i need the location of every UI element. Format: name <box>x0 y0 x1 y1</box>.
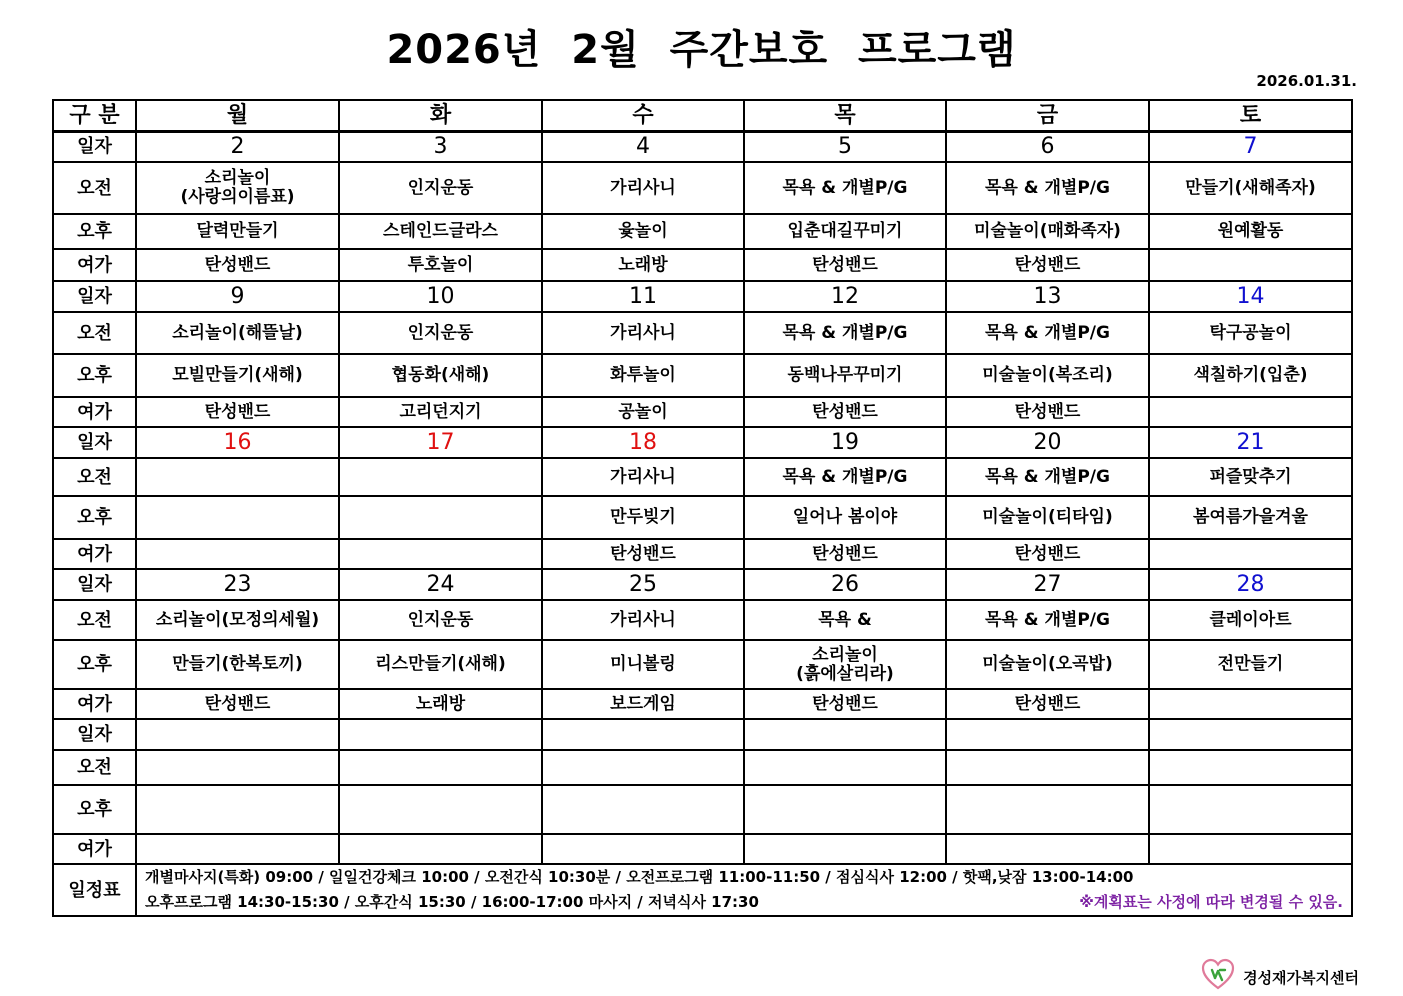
leisure-program-cell: 보드게임 <box>542 689 744 719</box>
leisure-program-cell: 탄성밴드 <box>542 539 744 569</box>
leisure-program-cell: 탄성밴드 <box>136 397 339 427</box>
pm-program-cell: 원예활동 <box>1149 214 1352 249</box>
change-warning: ※계획표는 사정에 따라 변경될 수 있음. <box>1079 893 1343 911</box>
pm-program-cell: 모빌만들기(새해) <box>136 354 339 397</box>
date-cell: 6 <box>946 131 1149 162</box>
am-program-cell: 소리놀이 (사랑의이름표) <box>136 162 339 214</box>
am-program-cell <box>339 750 542 785</box>
pm-program-cell: 리스만들기(새해) <box>339 640 542 689</box>
am-program-cell <box>542 750 744 785</box>
pm-program-cell: 윷놀이 <box>542 214 744 249</box>
row-label-pm: 오후 <box>53 640 136 689</box>
week-5-leisure-row <box>53 834 1352 864</box>
leisure-program-cell: 탄성밴드 <box>744 397 946 427</box>
header-gubun: 구 분 <box>53 100 136 131</box>
publish-date: 2026.01.31. <box>1256 72 1357 90</box>
schedule-table <box>52 99 1353 917</box>
week-1-pm-row <box>53 214 1352 249</box>
leisure-program-cell <box>339 539 542 569</box>
date-cell: 25 <box>542 569 744 600</box>
leisure-program-cell: 공놀이 <box>542 397 744 427</box>
pm-program-cell <box>542 785 744 834</box>
leisure-program-cell: 탄성밴드 <box>744 539 946 569</box>
date-cell: 28 <box>1149 569 1352 600</box>
heart-logo-icon <box>1201 958 1235 996</box>
leisure-program-cell <box>1149 397 1352 427</box>
date-cell <box>542 719 744 750</box>
pm-program-cell: 미술놀이(티타임) <box>946 496 1149 539</box>
am-program-cell: 인지운동 <box>339 600 542 640</box>
page-title: 2026년 2월 주간보호 프로그램 <box>386 27 1017 73</box>
date-cell: 2 <box>136 131 339 162</box>
leisure-program-cell: 탄성밴드 <box>136 249 339 281</box>
leisure-program-cell <box>1149 834 1352 864</box>
am-program-cell: 목욕 & 개별P/G <box>744 312 946 354</box>
pm-program-cell: 일어나 봄이야 <box>744 496 946 539</box>
week-3-date-row <box>53 427 1352 458</box>
date-cell: 14 <box>1149 281 1352 312</box>
date-cell: 27 <box>946 569 1149 600</box>
am-program-cell <box>1149 750 1352 785</box>
week-1-leisure-row <box>53 249 1352 281</box>
am-program-cell: 인지운동 <box>339 312 542 354</box>
leisure-program-cell <box>1149 689 1352 719</box>
week-3-leisure-row <box>53 539 1352 569</box>
pm-program-cell <box>136 496 339 539</box>
leisure-program-cell <box>136 539 339 569</box>
date-cell: 16 <box>136 427 339 458</box>
week-5-date-row <box>53 719 1352 750</box>
pm-program-cell: 봄여름가을겨울 <box>1149 496 1352 539</box>
schedule-note <box>136 864 1352 916</box>
date-cell <box>136 719 339 750</box>
header-day: 토 <box>1149 100 1352 131</box>
date-cell: 11 <box>542 281 744 312</box>
date-cell: 13 <box>946 281 1149 312</box>
week-2-am-row <box>53 312 1352 354</box>
schedule-line-2: 오후프로그램 14:30-15:30 / 오후간식 15:30 / 16:00-17:00 마사지 / 저녁식사 17:30 <box>145 893 759 911</box>
pm-program-cell: 전만들기 <box>1149 640 1352 689</box>
row-label-date: 일자 <box>53 131 136 162</box>
pm-program-cell: 미술놀이(오곡밥) <box>946 640 1149 689</box>
date-cell: 12 <box>744 281 946 312</box>
leisure-program-cell <box>542 834 744 864</box>
week-2-pm-row <box>53 354 1352 397</box>
am-program-cell: 가리사니 <box>542 162 744 214</box>
am-program-cell: 목욕 & 개별P/G <box>946 162 1149 214</box>
pm-program-cell: 협동화(새해) <box>339 354 542 397</box>
header-day: 목 <box>744 100 946 131</box>
week-2-leisure-row <box>53 397 1352 427</box>
schedule-note-row <box>53 864 1352 916</box>
date-cell: 20 <box>946 427 1149 458</box>
leisure-program-cell <box>339 834 542 864</box>
leisure-program-cell: 고리던지기 <box>339 397 542 427</box>
date-cell: 24 <box>339 569 542 600</box>
date-cell: 7 <box>1149 131 1352 162</box>
pm-program-cell: 달력만들기 <box>136 214 339 249</box>
row-label-pm: 오후 <box>53 214 136 249</box>
week-4-pm-row <box>53 640 1352 689</box>
row-label-am: 오전 <box>53 600 136 640</box>
am-program-cell: 만들기(새해족자) <box>1149 162 1352 214</box>
leisure-program-cell: 노래방 <box>339 689 542 719</box>
am-program-cell: 목욕 & 개별P/G <box>946 600 1149 640</box>
row-label-leisure: 여가 <box>53 834 136 864</box>
row-label-leisure: 여가 <box>53 397 136 427</box>
leisure-program-cell: 투호놀이 <box>339 249 542 281</box>
row-label-leisure: 여가 <box>53 689 136 719</box>
date-cell: 3 <box>339 131 542 162</box>
leisure-program-cell: 탄성밴드 <box>744 689 946 719</box>
am-program-cell <box>136 750 339 785</box>
header-day: 월 <box>136 100 339 131</box>
am-program-cell: 가리사니 <box>542 600 744 640</box>
leisure-program-cell: 탄성밴드 <box>946 539 1149 569</box>
date-cell: 17 <box>339 427 542 458</box>
date-cell: 19 <box>744 427 946 458</box>
am-program-cell: 가리사니 <box>542 458 744 496</box>
pm-program-cell <box>744 785 946 834</box>
date-cell: 4 <box>542 131 744 162</box>
row-label-date: 일자 <box>53 719 136 750</box>
pm-program-cell: 미술놀이(매화족자) <box>946 214 1149 249</box>
pm-program-cell <box>339 785 542 834</box>
leisure-program-cell: 탄성밴드 <box>744 249 946 281</box>
pm-program-cell: 만두빚기 <box>542 496 744 539</box>
pm-program-cell: 만들기(한복토끼) <box>136 640 339 689</box>
am-program-cell <box>744 750 946 785</box>
week-3-am-row <box>53 458 1352 496</box>
am-program-cell: 클레이아트 <box>1149 600 1352 640</box>
date-cell <box>946 719 1149 750</box>
leisure-program-cell: 탄성밴드 <box>136 689 339 719</box>
am-program-cell: 가리사니 <box>542 312 744 354</box>
header-day: 수 <box>542 100 744 131</box>
week-2-date-row <box>53 281 1352 312</box>
leisure-program-cell <box>946 834 1149 864</box>
week-4-am-row <box>53 600 1352 640</box>
am-program-cell <box>339 458 542 496</box>
pm-program-cell: 입춘대길꾸미기 <box>744 214 946 249</box>
header-day: 화 <box>339 100 542 131</box>
leisure-program-cell <box>1149 539 1352 569</box>
header-row <box>53 100 1352 131</box>
pm-program-cell: 스테인드글라스 <box>339 214 542 249</box>
pm-program-cell: 화투놀이 <box>542 354 744 397</box>
am-program-cell: 목욕 & 개별P/G <box>744 458 946 496</box>
leisure-program-cell: 탄성밴드 <box>946 397 1149 427</box>
date-cell: 10 <box>339 281 542 312</box>
am-program-cell: 소리놀이(해뜰날) <box>136 312 339 354</box>
row-label-date: 일자 <box>53 569 136 600</box>
row-label-date: 일자 <box>53 281 136 312</box>
date-cell <box>339 719 542 750</box>
pm-program-cell <box>1149 785 1352 834</box>
week-4-leisure-row <box>53 689 1352 719</box>
am-program-cell <box>136 458 339 496</box>
date-cell: 26 <box>744 569 946 600</box>
pm-program-cell <box>339 496 542 539</box>
row-label-am: 오전 <box>53 162 136 214</box>
row-label-am: 오전 <box>53 750 136 785</box>
am-program-cell: 소리놀이(모정의세월) <box>136 600 339 640</box>
date-cell <box>744 719 946 750</box>
week-3-pm-row <box>53 496 1352 539</box>
date-cell <box>1149 719 1352 750</box>
leisure-program-cell: 탄성밴드 <box>946 689 1149 719</box>
am-program-cell: 인지운동 <box>339 162 542 214</box>
am-program-cell: 목욕 & <box>744 600 946 640</box>
date-cell: 5 <box>744 131 946 162</box>
header-day: 금 <box>946 100 1149 131</box>
row-label-am: 오전 <box>53 458 136 496</box>
am-program-cell: 목욕 & 개별P/G <box>946 458 1149 496</box>
row-label-leisure: 여가 <box>53 249 136 281</box>
footer <box>1201 958 1359 996</box>
row-label-pm: 오후 <box>53 496 136 539</box>
pm-program-cell: 미니볼링 <box>542 640 744 689</box>
pm-program-cell <box>136 785 339 834</box>
pm-program-cell: 동백나무꾸미기 <box>744 354 946 397</box>
am-program-cell: 퍼즐맞추기 <box>1149 458 1352 496</box>
week-1-am-row <box>53 162 1352 214</box>
pm-program-cell: 소리놀이 (흙에살리라) <box>744 640 946 689</box>
pm-program-cell <box>946 785 1149 834</box>
week-5-am-row <box>53 750 1352 785</box>
am-program-cell: 목욕 & 개별P/G <box>744 162 946 214</box>
am-program-cell <box>946 750 1149 785</box>
date-cell: 18 <box>542 427 744 458</box>
row-label-pm: 오후 <box>53 354 136 397</box>
leisure-program-cell <box>744 834 946 864</box>
am-program-cell: 목욕 & 개별P/G <box>946 312 1149 354</box>
pm-program-cell: 색칠하기(입춘) <box>1149 354 1352 397</box>
row-label-date: 일자 <box>53 427 136 458</box>
am-program-cell: 탁구공놀이 <box>1149 312 1352 354</box>
week-4-date-row <box>53 569 1352 600</box>
schedule-line-1: 개별마사지(특화) 09:00 / 일일건강체크 10:00 / 오전간식 10:30분 / 오전프로그램 11:00-11:50 / 점심식사 12:00 / 핫팩,낮잠 13:00-14:00 <box>145 868 1134 886</box>
leisure-program-cell <box>136 834 339 864</box>
date-cell: 21 <box>1149 427 1352 458</box>
leisure-program-cell <box>1149 249 1352 281</box>
org-name: 경성재가복지센터 <box>1243 968 1359 987</box>
date-cell: 9 <box>136 281 339 312</box>
pm-program-cell: 미술놀이(복조리) <box>946 354 1149 397</box>
leisure-program-cell: 탄성밴드 <box>946 249 1149 281</box>
week-5-pm-row <box>53 785 1352 834</box>
row-label-am: 오전 <box>53 312 136 354</box>
leisure-program-cell: 노래방 <box>542 249 744 281</box>
date-cell: 23 <box>136 569 339 600</box>
row-label-schedule: 일정표 <box>53 864 136 916</box>
row-label-leisure: 여가 <box>53 539 136 569</box>
week-1-date-row <box>53 131 1352 162</box>
row-label-pm: 오후 <box>53 785 136 834</box>
